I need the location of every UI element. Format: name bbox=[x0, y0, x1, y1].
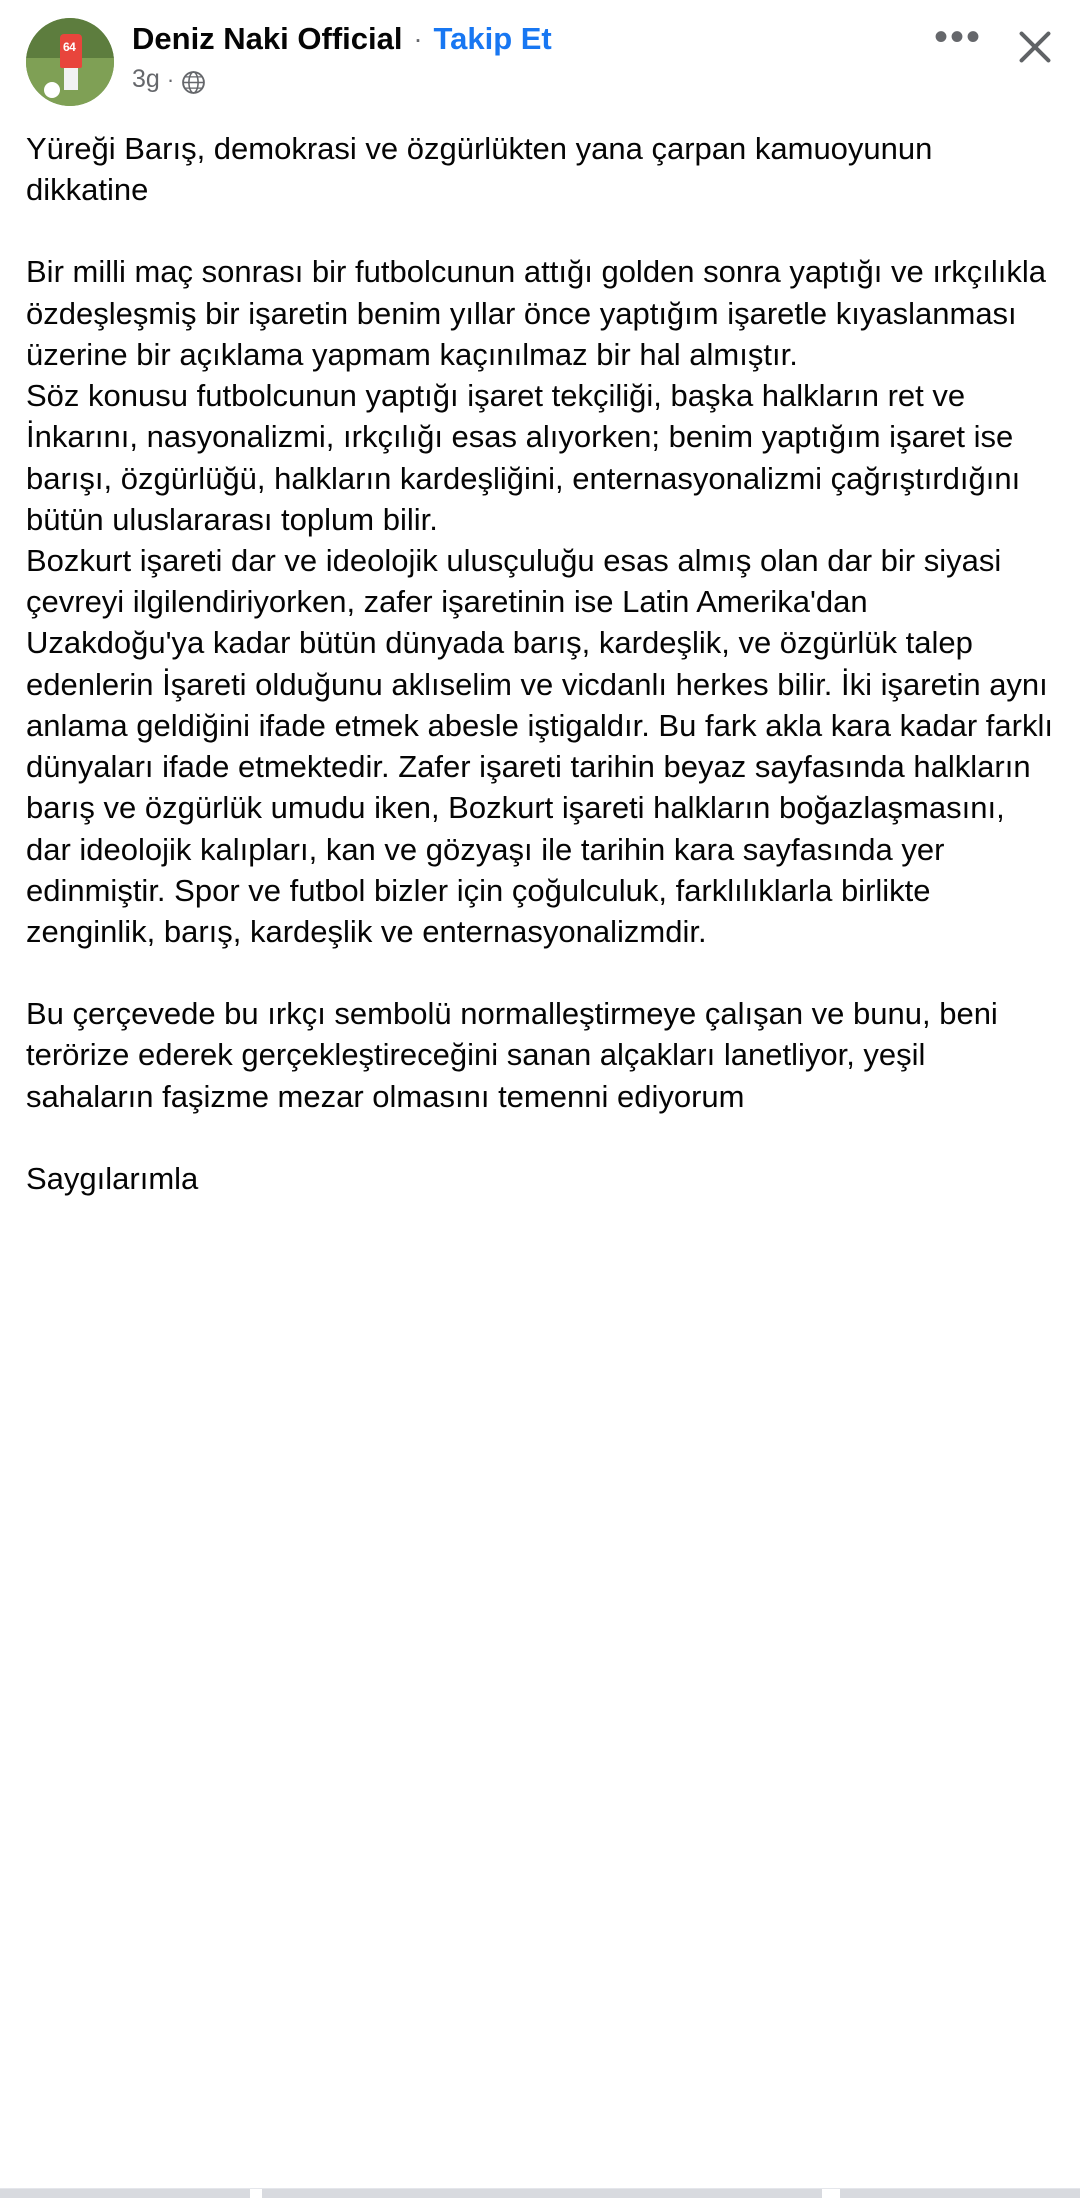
post-paragraph-6: Saygılarımla bbox=[26, 1160, 199, 1196]
author-name[interactable]: Deniz Naki Official bbox=[132, 21, 403, 56]
post-body bbox=[0, 110, 1080, 1199]
paragraph-spacer-3 bbox=[26, 1117, 1054, 1158]
post-header-text bbox=[132, 14, 928, 94]
post-meta bbox=[132, 65, 928, 94]
bottom-edge-segment-left bbox=[0, 2189, 250, 2198]
post-paragraph-4: Bozkurt işareti dar ve ideolojik ulusçuluğu esas almış olan dar bir siyasi çevreyi ilgilendiriyorken, zafer işaretinin ise Latin Amerika'dan Uzakdoğu'ya kadar bütün dünyada barış, kardeşlik, ve özgürlük talep edenlerin İşareti olduğunu aklıselim ve vicdanlı herkes bilir. İki işaretin aynı anlama geldiğini ifade etmek abesle iştigaldır. Bu fark akla kara kadar farklı dünyaları ifade etmektedir. Zafer işareti tarihin beyaz sayfasında halkların barış ve özgürlük umudu iken, Bozkurt işareti halkların boğazlaşmasını, dar ideolojik kalıpları, kan ve gözyaşı ile tarihin kara sayfasında yer edinmiştir. Spor ve futbol bizler için çoğulculuk, farklılıklarla birlikte zenginlik, barış, kardeşlik ve enternasyonalizmdir. bbox=[26, 542, 1053, 949]
avatar-football bbox=[44, 82, 60, 98]
post-header bbox=[0, 0, 1080, 110]
post-timestamp[interactable]: 3g bbox=[132, 65, 160, 94]
close-icon[interactable] bbox=[1012, 24, 1058, 70]
avatar-player-shorts bbox=[64, 68, 78, 90]
post-paragraph-5: Bu çerçevede bu ırkçı sembolü normalleştirmeye çalışan ve bunu, beni terörize ederek gerçekleştireceğini sanan alçakları lanetliyor, yeşil sahaların faşizme mezar olmasını temenni ediyorum bbox=[26, 996, 998, 1114]
post-paragraph-3: Söz konusu futbolcunun yaptığı işaret tekçiliği, başka halkların ret ve İnkarını, nasyonalizmi, ırkçılığı esas alıyorken; benim yaptığım işaret ise barışı, özgürlüğü, halkların kardeşliğini, enternasyonalizmi çağrıştırdığını bütün uluslararası toplum bilir. bbox=[26, 378, 1021, 537]
author-line bbox=[132, 22, 928, 56]
post-header-actions bbox=[928, 14, 1058, 70]
avatar-jersey-number: 64 bbox=[63, 40, 76, 54]
follow-button[interactable]: Takip Et bbox=[433, 21, 552, 56]
paragraph-spacer-1 bbox=[26, 210, 1054, 251]
name-separator: · bbox=[413, 23, 423, 54]
paragraph-spacer-2 bbox=[26, 952, 1054, 993]
bottom-edge bbox=[0, 2188, 1080, 2198]
meta-separator: · bbox=[166, 66, 175, 92]
post-paragraph-1: Yüreği Barış, demokrasi ve özgürlükten yana çarpan kamuoyunun dikkatine bbox=[26, 131, 933, 208]
more-options-icon[interactable]: ••• bbox=[933, 15, 982, 59]
bottom-edge-segment-right bbox=[840, 2189, 1080, 2198]
bottom-edge-segment-center bbox=[262, 2189, 822, 2198]
globe-icon bbox=[181, 70, 206, 95]
post-paragraph-2: Bir milli maç sonrası bir futbolcunun attığı golden sonra yaptığı ve ırkçılıkla özdeşleşmiş bir işaretin benim yıllar önce yaptığım işaretle kıyaslanması üzerine bir açıklama yapmam kaçınılmaz bir hal almıştır. bbox=[26, 254, 1047, 372]
avatar[interactable] bbox=[26, 18, 114, 106]
